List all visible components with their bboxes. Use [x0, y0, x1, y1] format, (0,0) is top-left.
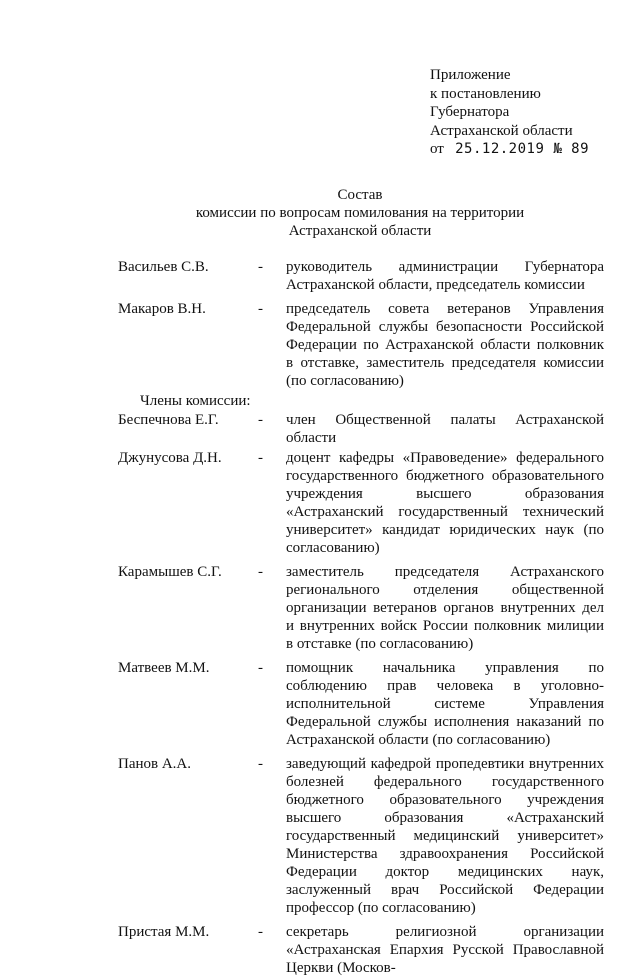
member-name: Макаров В.Н. [118, 301, 206, 317]
member-row [118, 659, 604, 749]
appendix-line: Астраханской области [430, 122, 573, 139]
member-position: заведующий кафедрой пропедевтики внутренних болезней федерального государственного бюджетного образовательного учреждения высшего образования «Астраханский государственный медицинский университет» Министерства здравоохранения Российской Федерации доктор медицинских наук, заслуженный врач Российской Федерации профессор (по согласованию) [286, 756, 604, 916]
member-dash: - [258, 301, 263, 317]
member-dash: - [258, 660, 263, 676]
member-name: Джунусова Д.Н. [118, 450, 222, 466]
member-position: доцент кафедры «Правоведение» федерального государственного бюджетного образовательного учреждения высшего образования «Астраханский государственный технический университет» кандидат юридических наук (по согласованию) [286, 450, 604, 556]
member-name: Матвеев М.М. [118, 660, 210, 676]
member-dash: - [258, 924, 263, 940]
appendix-line: к постановлению [430, 85, 541, 102]
appendix-line: Губернатора [430, 104, 510, 120]
member-name: Карамышев С.Г. [118, 564, 222, 580]
member-row [118, 258, 604, 294]
appendix-line: Приложение [430, 67, 511, 83]
member-row [118, 300, 604, 390]
member-position: руководитель администрации Губернатора Астраханской области, председатель комиссии [286, 259, 604, 293]
member-row [118, 411, 604, 447]
member-name: Васильев С.В. [118, 259, 209, 275]
member-name: Беспечнова Е.Г. [118, 412, 219, 428]
member-position: председатель совета ветеранов Управления Федеральной службы безопасности Российской Федерации по Астраханской области полковник в отставке, заместитель председателя комиссии (по согласованию) [286, 301, 604, 389]
commission-roster [118, 258, 604, 977]
date-prefix: от [430, 141, 444, 157]
document-title [150, 186, 570, 240]
member-dash: - [258, 450, 263, 466]
date-number: 25.12.2019 № 89 [455, 141, 590, 157]
appendix-block [430, 66, 589, 159]
member-position: заместитель председателя Астраханского регионального отделения общественной организации ветеранов органов внутренних дел и внутренних войск России полковник милиции в отставке (по согласованию) [286, 564, 604, 652]
member-position: член Общественной палаты Астраханской области [286, 412, 604, 446]
appendix-date-line [430, 140, 589, 159]
members-heading: Члены комиссии: [140, 393, 251, 409]
member-row [118, 755, 604, 917]
member-position: помощник начальника управления по соблюдению прав человека в уголовно-исполнительной системе Управления Федеральной службы исполнения наказаний по Астраханской области (по согласованию) [286, 660, 604, 748]
member-name: Панов А.А. [118, 756, 192, 772]
member-name: Пристая М.М. [118, 924, 210, 940]
member-dash: - [258, 756, 263, 772]
title-line: Астраханской области [288, 223, 432, 239]
member-row [118, 449, 604, 557]
title-line: комиссии по вопросам помилования на территории [195, 205, 525, 221]
member-row [118, 563, 604, 653]
member-dash: - [258, 564, 263, 580]
member-position: секретарь религиозной организации «Астраханская Епархия Русской Православной Церкви (Москов- [286, 924, 604, 976]
member-row [118, 923, 604, 977]
member-dash: - [258, 259, 263, 275]
member-dash: - [258, 412, 263, 428]
title-line: Состав [337, 187, 383, 203]
